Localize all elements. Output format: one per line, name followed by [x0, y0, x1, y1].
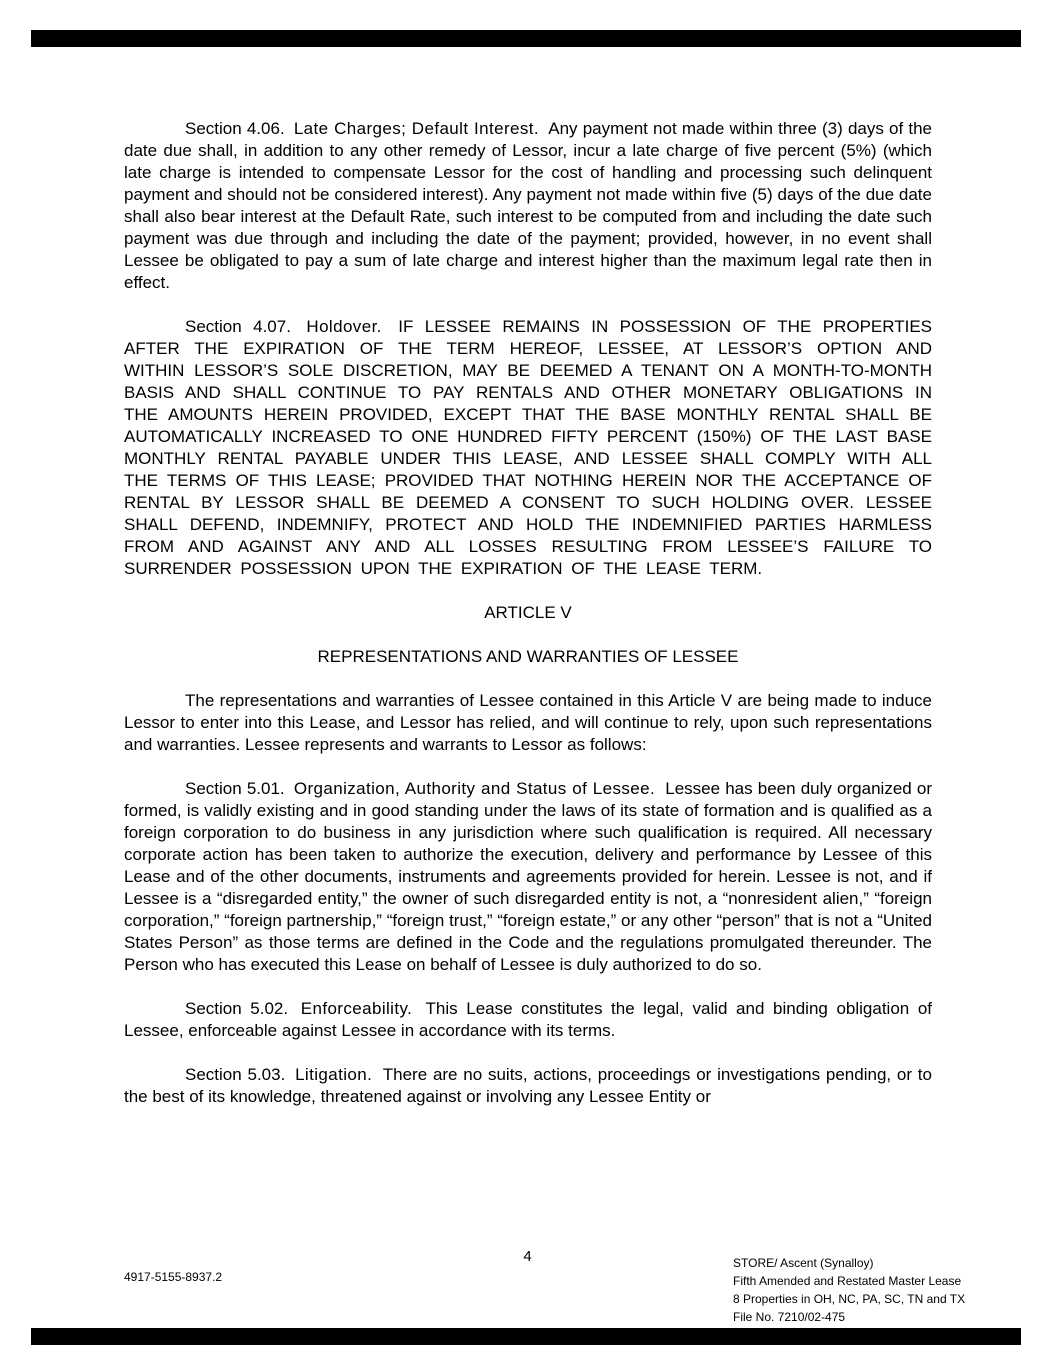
footer-matter-name: STORE/ Ascent (Synalloy) [733, 1256, 874, 1270]
intro-paragraph: The representations and warranties of Lessee contained in this Article V are being made to induce Lessor to enter into this Lease, and Lessor has relied, and will continue to rely, upon such representations and warranties. Lessee represents and warrants to Lessor as follows: [124, 691, 932, 754]
scan-artifact-bar-bottom [31, 1328, 1021, 1345]
section-text: This Lease constitutes the legal, valid and binding obligation of Lessee, enforceable against Lessee in accordance with its terms. [124, 999, 933, 1040]
scan-artifact-bar-top [31, 30, 1021, 47]
paragraph-section-5-03 [124, 1064, 932, 1108]
paragraph-section-5-02 [124, 998, 932, 1042]
section-title: Organization, Authority and Status of Lessee. [293, 779, 656, 798]
section-number: Section 5.03. [185, 1065, 286, 1084]
article-subtitle: REPRESENTATIONS AND WARRANTIES OF LESSEE [317, 647, 739, 666]
section-text: Any payment not made within three (3) days of the date due shall, in addition to any other remedy of Lessor, incur a late charge of five percent (5%) (which late charge is intended to compensate Lessor for the cost of handling and processing such delinquent payment and should not be considered interest). Any payment not made within five (5) days of the due date shall also bear interest at the Default Rate, such interest to be computed from and including the date such payment was due through and including the date of the payment; provided, however, in no event shall Lessee be obligated to pay a sum of late charge and interest higher than the maximum legal rate then in effect. [124, 119, 932, 292]
footer-properties-line: 8 Properties in OH, NC, PA, SC, TN and TX [733, 1292, 966, 1306]
section-title: Enforceability. [300, 999, 413, 1018]
page-number: 4 [523, 1248, 532, 1265]
section-text: There are no suits, actions, proceedings or investigations pending, or to the best of its knowledge, threatened against or involving any Lessee Entity or [124, 1065, 932, 1106]
article-heading: ARTICLE V [484, 603, 572, 622]
paragraph-section-4-07 [124, 316, 932, 580]
section-text: IF LESSEE REMAINS IN POSSESSION OF THE PROPERTIES AFTER THE EXPIRATION OF THE TERM HEREOF, LESSEE, AT LESSOR’S OPTION AND WITHIN LESSOR’S SOLE DISCRETION, MAY BE DEEMED A TENANT ON A MONTH-TO-MONTH BASIS AND SHALL CONTINUE TO PAY RENTALS AND OTHER MONETARY OBLIGATIONS IN THE AMOUNTS HEREIN PROVIDED, EXCEPT THAT THE BASE MONTHLY RENTAL SHALL BE AUTOMATICALLY INCREASED TO ONE HUNDRED FIFTY PERCENT (150%) OF THE LAST BASE MONTHLY RENTAL PAYABLE UNDER THIS LEASE, AND LESSEE SHALL COMPLY WITH ALL THE TERMS OF THIS LEASE; PROVIDED THAT NOTHING HEREIN NOR THE ACCEPTANCE OF RENTAL BY LESSOR SHALL BE DEEMED A CONSENT TO SUCH HOLDING OVER. LESSEE SHALL DEFEND, INDEMNIFY, PROTECT AND HOLD THE INDEMNIFIED PARTIES HARMLESS FROM AND AGAINST ANY AND ALL LOSSES RESULTING FROM LESSEE’S FAILURE TO SURRENDER POSSESSION UPON THE EXPIRATION OF THE LEASE TERM. [124, 317, 932, 578]
paragraph-section-4-06 [124, 118, 932, 294]
footer-file-number: File No. 7210/02-475 [733, 1310, 846, 1324]
section-title: Holdover. [306, 317, 382, 336]
footer-document-id: 4917-5155-8937.2 [124, 1270, 223, 1284]
section-number: Section 4.07. [185, 317, 291, 336]
paragraph-section-5-01 [124, 778, 932, 976]
section-text: Lessee has been duly organized or formed, is validly existing and in good standing under the laws of its state of formation and is qualified as a foreign corporation to do business in any jurisdiction where such qualification is required. All necessary corporate action has been taken to authorize the execution, delivery and performance by Lessee of this Lease and of the other documents, instruments and agreements provided for herein. Lessee is not, and if Lessee is a “disregarded entity,” the owner of such disregarded entity is not, a “nonresident alien,” “foreign corporation,” “foreign partnership,” “foreign trust,” “foreign estate,” or any other “person” that is not a “United States Person” as those terms are defined in the Code and the regulations promulgated thereunder. The Person who has executed this Lease on behalf of Lessee is duly authorized to do so. [124, 779, 932, 974]
document-body [124, 118, 932, 1130]
section-title: Litigation. [295, 1065, 373, 1084]
section-number: Section 5.02. [185, 999, 289, 1018]
section-number: Section 5.01. [185, 779, 285, 798]
footer-reference-block [733, 1254, 965, 1326]
section-number: Section 4.06. [185, 119, 285, 138]
footer-lease-title: Fifth Amended and Restated Master Lease [733, 1274, 962, 1288]
section-title: Late Charges; Default Interest. [293, 119, 540, 138]
